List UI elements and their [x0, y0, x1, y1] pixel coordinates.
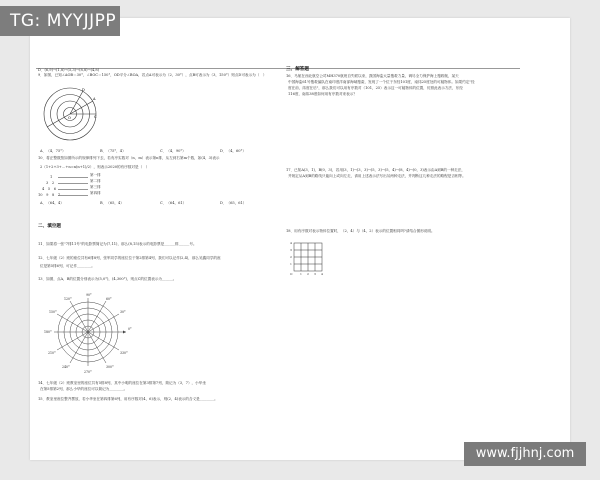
angle-30: 30°: [120, 310, 126, 314]
concentric-circles-figure: [42, 86, 98, 142]
tri-label-3: 第三排: [90, 185, 101, 189]
site-watermark: www.fjjhnj.com: [464, 442, 586, 466]
q9-option-c: C．（4，90°）: [160, 149, 186, 153]
question-12-cont: 位是第5排6列，可记作________。: [40, 264, 95, 268]
angle-210: 210°: [48, 351, 56, 355]
telegram-badge: TG: MYYJJPP: [0, 6, 120, 36]
grid-x-3: 3: [314, 272, 316, 276]
grid-y-4: 4: [290, 241, 292, 245]
grid-x-2: 2: [307, 272, 309, 276]
grid-y-1: 1: [290, 262, 292, 266]
question-9: 9．如图，已知∠AOB＝30°，∠BOC＝150°，OD平分∠BOA，若点A可表示为（2，30°），点B可表示为（3，150°）则点D可表示为（ ）: [38, 73, 267, 77]
question-14: 14．七年级（2）班教室里的座位共有5排8列，其中小明的座位在第3排第7列，简记为（3，7），小华坐: [38, 381, 206, 385]
section-solve: 三、解答题: [286, 67, 309, 72]
polar-figure: [44, 288, 132, 376]
angle-330: 330°: [120, 351, 128, 355]
question-17-cont: 并规定从A到B的路线只能向上或向左走，请用上述表示法写出另两种走法，并判断这几种走法的路程是否相等。: [288, 174, 466, 178]
label-c: C: [94, 115, 97, 119]
angle-150: 150°: [49, 310, 57, 314]
angle-180: 180°: [44, 330, 52, 334]
q10-option-b: B．（65，4）: [100, 201, 124, 205]
tri-row-3: 4 5 6: [42, 187, 57, 191]
grid-x-4: 4: [321, 272, 323, 276]
question-10-formula: 2（1+2+3+…+n=n(n+1)/2），则表示2020的有序数对是（ ）: [40, 165, 150, 169]
question-17: 17．已知A(3，1)，B(0，3)，若用(3，1)→(3，3)→(5，3)→(5，4)→(8，4)→(0，3)表示由A到B的一种走法，: [286, 168, 465, 172]
q9-option-b: B．（75°，4）: [100, 149, 126, 153]
exam-page: [30, 18, 570, 460]
angle-0: 0°: [128, 327, 132, 331]
question-15: 15．教室里座位整齐摆放，若小华坐在第四排第6列，用有序数对(4，6)表示，则(2，4)表示的含义是________。: [38, 397, 218, 401]
grid-x-1: 1: [300, 272, 302, 276]
q10-option-a: A．（64，4）: [40, 201, 64, 205]
q9-option-d: D．（4，60°）: [220, 149, 246, 153]
label-a: A: [93, 97, 96, 101]
tri-label-1: 第一排: [90, 173, 101, 177]
question-16: 16．马航在西北航空公司MH370航班自失联以来，我国海监大量搜救力量，调尽全力保护海上搜救舰，某天: [286, 74, 459, 78]
top-rule-right: [282, 68, 520, 69]
grid-origin: O: [290, 272, 293, 276]
section-fill-blank: 二、填空题: [38, 224, 61, 229]
question-14-cont: 在第5排第2列，那么小华的座位可以简记为________。: [40, 387, 128, 391]
question-16-line2: 中国海监61号搜救编队在南印度洋南部海域搜索，发现了一个位于东经101度，南纬25度处的可疑物体。如果约定"经: [288, 80, 475, 84]
q10-option-c: C．（64，61）: [160, 201, 187, 205]
question-12: 12．七年级（2）班的座位共有6排8列，张军同学的座位位于第2排第4列，我们可以记作(2,4)，那么吴鑫同学的座: [38, 256, 221, 260]
angle-90: 90°: [86, 293, 92, 297]
question-13: 13．如图，点A，B的位置分别表示为(5,0°)，(4,300°)，则点C的位置表示为______。: [38, 277, 177, 281]
angle-270: 270°: [84, 370, 92, 374]
question-16-line3: 度在前，纬度在后"，那么我们可以用有序数对（101，25）表示这一可疑物体的位置，仿照此表示方法，东经: [288, 86, 463, 90]
question-16-line4: 116度，南纬38度如何用有序数对来表示？: [288, 92, 357, 96]
angle-60: 60°: [106, 297, 112, 301]
angle-120: 120°: [64, 297, 72, 301]
grid-y-3: 3: [290, 248, 292, 252]
tri-row-2: 3 2: [46, 181, 55, 185]
angle-240: 240°: [62, 365, 70, 369]
label-d: D: [82, 88, 85, 92]
q9-option-a: A．（4，75°）: [40, 149, 66, 153]
tri-label-4: 第四排: [90, 191, 101, 195]
question-18: 18．用有序数对表示物体位置时，（2，4）与（4，2）表示的位置相同吗?请结合图形说明。: [286, 229, 435, 233]
grid-y-2: 2: [290, 255, 292, 259]
question-10: 10．将正整数按如图所示的规律排列下去，若有序实数对（n，m）表示第n排，从左到右第m个数，如(4，3)表示: [38, 156, 220, 160]
angle-300: 300°: [106, 365, 114, 369]
label-o: O: [68, 116, 71, 120]
q10-option-d: D．（65，61）: [220, 201, 247, 205]
tri-label-2: 第二排: [90, 179, 101, 183]
option-d-path: D．(6,9)→(1,8)→(5,3)→(8,8)→(4,8): [38, 68, 100, 72]
grid-figure: [288, 239, 324, 279]
question-11: 11．如果将一张"7排11号"的电影票简记为(7,11)，那么(8,15)表示的电影票是______排______号。: [38, 242, 197, 246]
tri-row-1: 1: [50, 175, 53, 179]
tri-row-4: 10 9 8 7: [38, 193, 61, 197]
